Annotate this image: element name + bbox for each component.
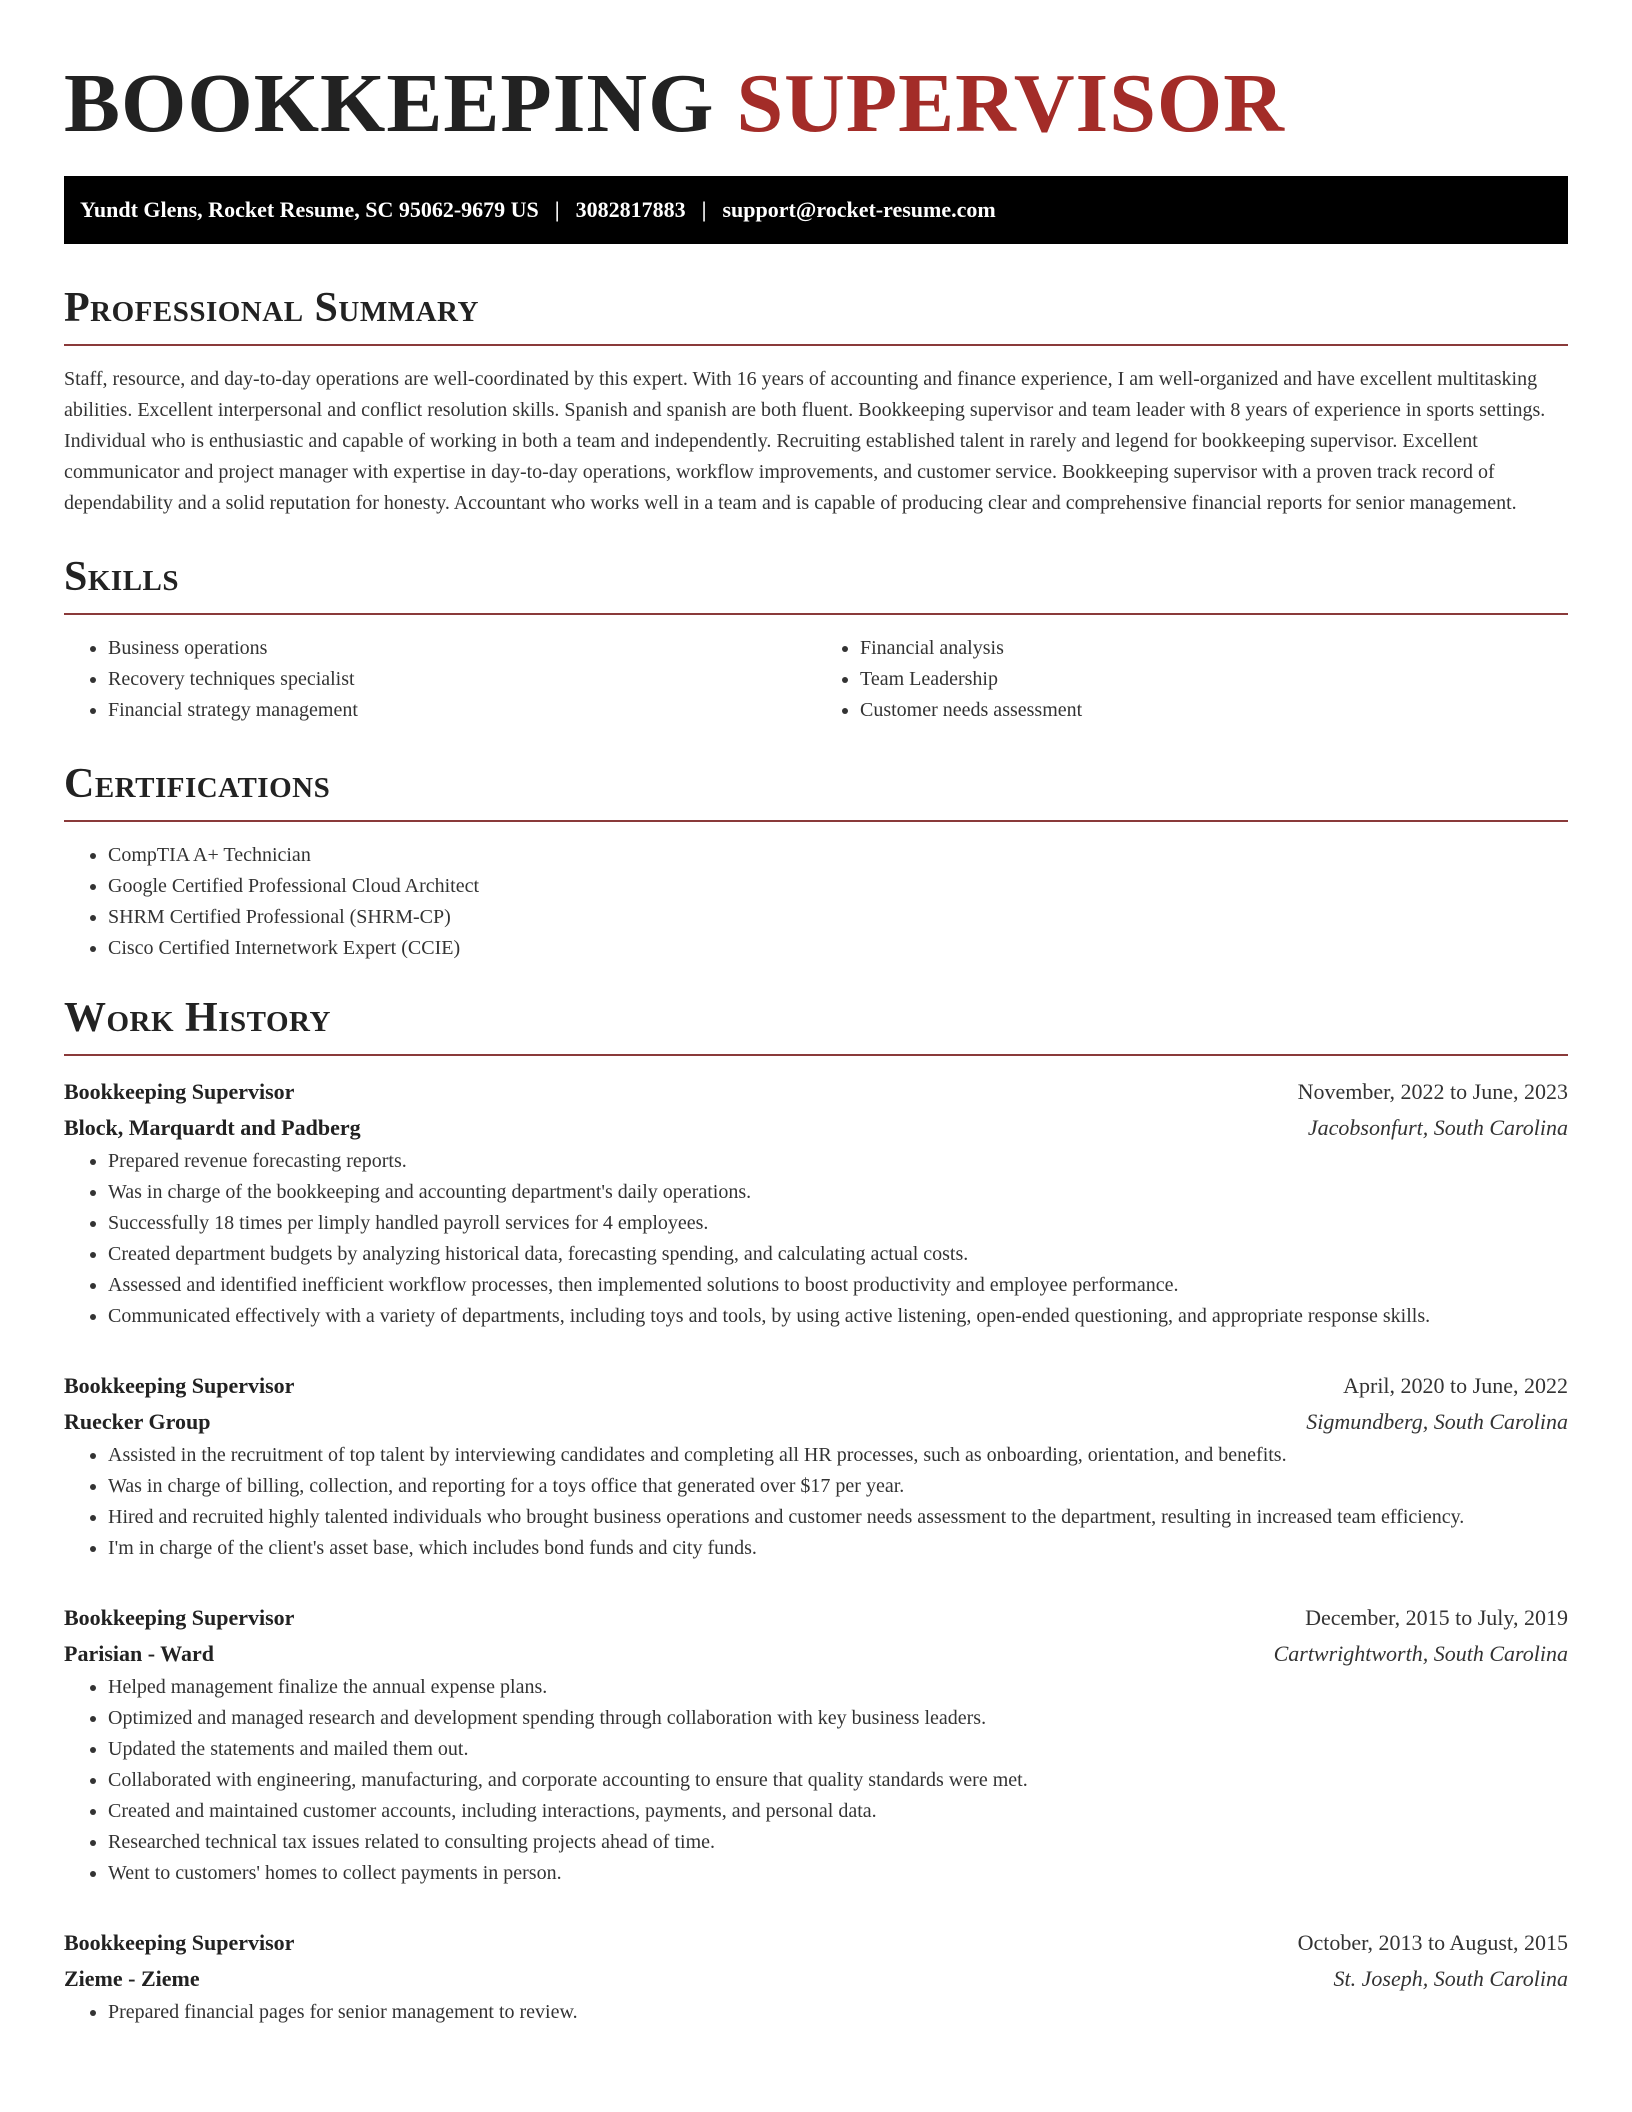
skills-list-left xyxy=(64,633,816,726)
job-duty: • Was in charge of the bookkeeping and accounting department's daily operations. xyxy=(108,1177,1568,1208)
job-duty: • Assisted in the recruitment of top talent by interviewing candidates and completing all HR processes, such as onboarding, orientation, and benefits. xyxy=(108,1440,1568,1471)
section-divider xyxy=(64,1054,1568,1056)
job-duty: • Was in charge of billing, collection, and reporting for a toys office that generated over $17 per year. xyxy=(108,1471,1568,1502)
job-header-row xyxy=(64,1074,1568,1110)
job-location: Jacobsonfurt, South Carolina xyxy=(1307,1115,1568,1140)
certifications-list xyxy=(64,840,1568,964)
job-company: Zieme - Zieme xyxy=(64,1966,200,1991)
job-duty: • Researched technical tax issues related to consulting projects ahead of time. xyxy=(108,1827,1568,1858)
job-dates: November, 2022 to June, 2023 xyxy=(1297,1079,1568,1104)
certification-item: • SHRM Certified Professional (SHRM-CP) xyxy=(108,902,1568,933)
job-duty: • Prepared financial pages for senior management to review. xyxy=(108,1997,1568,2028)
job-company: Ruecker Group xyxy=(64,1409,211,1434)
job-company-row xyxy=(64,1404,1568,1440)
job-duty: • Optimized and managed research and development spending through collaboration with key business leaders. xyxy=(108,1703,1568,1734)
contact-separator: | xyxy=(701,197,707,222)
skills-grid xyxy=(64,633,1568,726)
skills-list-right xyxy=(816,633,1568,726)
skill-item: • Recovery techniques specialist xyxy=(108,664,816,695)
job-company-row xyxy=(64,1110,1568,1146)
job-entry xyxy=(64,1074,1568,1332)
skills-column-right xyxy=(816,633,1568,726)
job-company-row xyxy=(64,1636,1568,1672)
skills-heading: Skills xyxy=(64,554,180,600)
job-dates: April, 2020 to June, 2022 xyxy=(1343,1373,1568,1398)
job-title: Bookkeeping Supervisor xyxy=(64,1930,295,1955)
skill-item: • Financial analysis xyxy=(860,633,1568,664)
section-divider xyxy=(64,820,1568,822)
job-entry xyxy=(64,1600,1568,1889)
certifications-section xyxy=(64,760,1568,964)
job-duties-list xyxy=(64,1672,1568,1889)
job-duty: • Created and maintained customer accounts, including interactions, payments, and personal data. xyxy=(108,1796,1568,1827)
job-company: Parisian - Ward xyxy=(64,1641,214,1666)
job-duty: • Helped management finalize the annual expense plans. xyxy=(108,1672,1568,1703)
contact-phone: 3082817883 xyxy=(575,197,686,222)
job-duty: • Went to customers' homes to collect payments in person. xyxy=(108,1858,1568,1889)
page-title xyxy=(64,0,1568,166)
job-title: Bookkeeping Supervisor xyxy=(64,1373,295,1398)
summary-text: Staff, resource, and day-to-day operations are well-coordinated by this expert. With 16 years of accounting and finance experience, I am well-organized and have excellent multitasking abilities. Excellent interpersonal and conflict resolution skills. Spanish and spanish are both fluent. Bookkeeping supervisor and team leader with 8 years of experience in sports settings. Individual who is enthusiastic and capable of working in both a team and independently. Recruiting established talent in rarely and legend for bookkeeping supervisor. Excellent communicator and project manager with expertise in day-to-day operations, workflow improvements, and customer service. Bookkeeping supervisor with a proven track record of dependability and a solid reputation for honesty. Accountant who works well in a team and is capable of producing clear and comprehensive financial reports for senior management. xyxy=(64,368,1546,514)
job-duty: • Successfully 18 times per limply handled payroll services for 4 employees. xyxy=(108,1208,1568,1239)
job-title: Bookkeeping Supervisor xyxy=(64,1079,295,1104)
job-company-row xyxy=(64,1961,1568,1997)
certification-item: • Google Certified Professional Cloud Architect xyxy=(108,871,1568,902)
job-duty: • Prepared revenue forecasting reports. xyxy=(108,1146,1568,1177)
certification-item: • CompTIA A+ Technician xyxy=(108,840,1568,871)
job-duty: • Communicated effectively with a variety of departments, including toys and tools, by using active listening, open-ended questioning, and appropriate response skills. xyxy=(108,1301,1568,1332)
job-location: Sigmundberg, South Carolina xyxy=(1306,1409,1568,1434)
job-header-row xyxy=(64,1368,1568,1404)
certifications-heading: Certifications xyxy=(64,761,331,807)
skill-item: • Business operations xyxy=(108,633,816,664)
job-duties-list xyxy=(64,1440,1568,1564)
job-duty: • Updated the statements and mailed them out. xyxy=(108,1734,1568,1765)
skills-section xyxy=(64,553,1568,726)
work-history-heading: Work History xyxy=(64,995,331,1041)
skill-item: • Customer needs assessment xyxy=(860,695,1568,726)
job-entry xyxy=(64,1368,1568,1564)
summary-section xyxy=(64,284,1568,519)
contact-address: Yundt Glens, Rocket Resume, SC 95062-9679 US xyxy=(80,197,539,222)
title-part-primary: BOOKKEEPING xyxy=(64,57,715,150)
job-duty: • I'm in charge of the client's asset base, which includes bond funds and city funds. xyxy=(108,1533,1568,1564)
job-location: Cartwrightworth, South Carolina xyxy=(1273,1641,1568,1666)
work-history-section xyxy=(64,994,1568,2028)
job-duty: • Assessed and identified inefficient workflow processes, then implemented solutions to boost productivity and employee performance. xyxy=(108,1270,1568,1301)
contact-bar xyxy=(64,176,1568,244)
title-part-accent: SUPERVISOR xyxy=(736,57,1285,150)
job-location: St. Joseph, South Carolina xyxy=(1333,1966,1568,1991)
job-duties-list xyxy=(64,1146,1568,1332)
section-divider xyxy=(64,613,1568,615)
skill-item: • Financial strategy management xyxy=(108,695,816,726)
certification-item: • Cisco Certified Internetwork Expert (CCIE) xyxy=(108,933,1568,964)
job-title: Bookkeeping Supervisor xyxy=(64,1605,295,1630)
job-dates: October, 2013 to August, 2015 xyxy=(1297,1930,1568,1955)
skill-item: • Team Leadership xyxy=(860,664,1568,695)
job-duty: • Collaborated with engineering, manufacturing, and corporate accounting to ensure that quality standards were met. xyxy=(108,1765,1568,1796)
contact-separator: | xyxy=(554,197,560,222)
contact-email: support@rocket-resume.com xyxy=(722,197,996,222)
summary-heading: Professional Summary xyxy=(64,285,479,331)
skills-column-left xyxy=(64,633,816,726)
section-divider xyxy=(64,344,1568,346)
job-duty: • Hired and recruited highly talented individuals who brought business operations and customer needs assessment to the department, resulting in increased team efficiency. xyxy=(108,1502,1568,1533)
job-header-row xyxy=(64,1925,1568,1961)
job-company: Block, Marquardt and Padberg xyxy=(64,1115,361,1140)
job-duty: • Created department budgets by analyzing historical data, forecasting spending, and calculating actual costs. xyxy=(108,1239,1568,1270)
job-dates: December, 2015 to July, 2019 xyxy=(1305,1605,1568,1630)
job-duties-list xyxy=(64,1997,1568,2028)
job-entry xyxy=(64,1925,1568,2028)
job-header-row xyxy=(64,1600,1568,1636)
